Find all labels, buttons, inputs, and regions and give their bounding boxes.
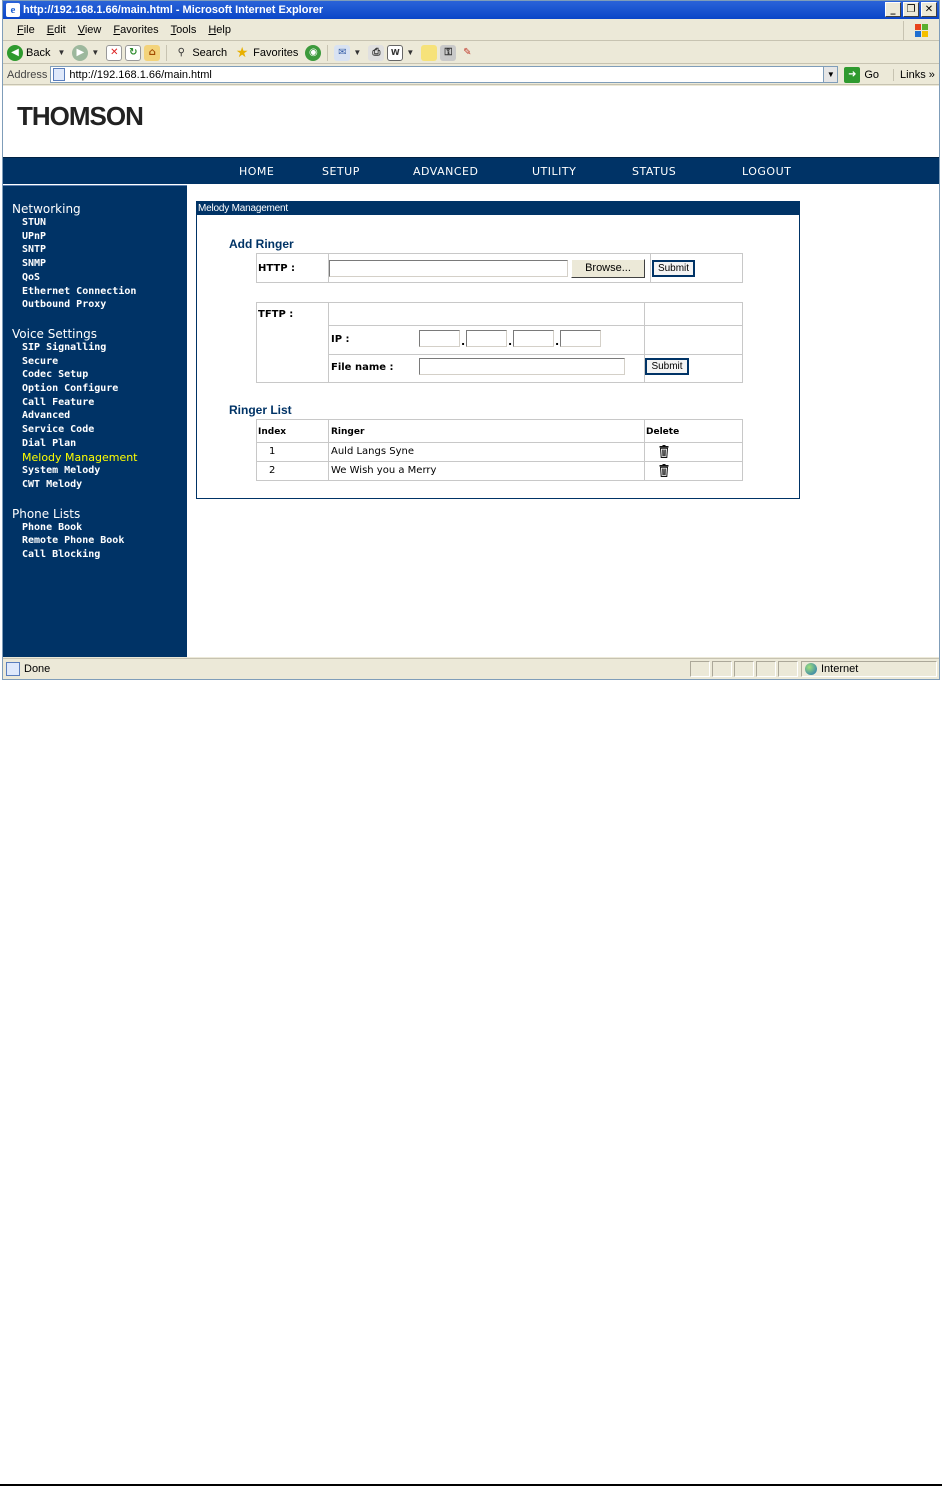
toolbar-separator — [327, 45, 328, 61]
browse-button[interactable]: Browse... — [571, 259, 645, 278]
sidebar-item-qos[interactable]: QoS — [22, 271, 41, 283]
window-title: http://192.168.1.66/main.html - Microsoft Internet Explorer — [23, 4, 324, 16]
nav-logout[interactable]: LOGOUT — [742, 165, 792, 178]
sidebar-item-service-code[interactable]: Service Code — [22, 424, 95, 436]
ip-octet-1-input[interactable] — [419, 330, 460, 347]
top-navigation — [3, 157, 939, 184]
ip-dot: . — [508, 335, 513, 348]
stop-icon[interactable]: ✕ — [106, 45, 122, 61]
menu-edit[interactable]: Edit — [46, 24, 66, 36]
sidebar-item-phone-book[interactable]: Phone Book — [22, 521, 83, 533]
sidebar-item-cwt-melody[interactable]: CWT Melody — [22, 478, 83, 490]
back-button[interactable]: Back — [26, 46, 51, 59]
page-viewport — [3, 86, 939, 657]
nav-setup[interactable]: SETUP — [322, 165, 360, 178]
ip-octet-3-input[interactable] — [513, 330, 554, 347]
close-button[interactable]: ✕ — [921, 2, 937, 17]
status-pane — [690, 661, 710, 677]
windows-logo-icon — [903, 21, 935, 40]
go-arrow-icon[interactable]: ➜ — [844, 67, 860, 83]
menu-tools[interactable]: Tools — [170, 24, 197, 36]
minimize-button[interactable]: _ — [885, 2, 901, 17]
search-icon[interactable]: ⚲ — [177, 46, 185, 58]
ringer-name: We Wish you a Merry — [331, 465, 437, 476]
sidebar-item-outbound-proxy[interactable]: Outbound Proxy — [22, 299, 107, 311]
ringer-name: Auld Langs Syne — [331, 446, 415, 457]
edit-page-icon[interactable]: W — [387, 45, 403, 61]
sidebar-item-upnp[interactable]: UPnP — [22, 230, 47, 242]
column-header-delete: Delete — [646, 427, 680, 437]
status-pane — [734, 661, 754, 677]
tftp-label: TFTP : — [258, 309, 294, 320]
home-icon[interactable]: ⌂ — [144, 45, 160, 61]
menu-file[interactable]: File — [17, 24, 35, 36]
nav-home[interactable]: HOME — [239, 165, 275, 178]
address-bar — [3, 65, 939, 85]
sidebar-group-voice-settings: Voice Settings — [12, 326, 97, 341]
column-header-index: Index — [258, 427, 287, 437]
browser-window — [2, 0, 940, 680]
file-name-input[interactable] — [419, 358, 625, 375]
sidebar-item-sntp[interactable]: SNTP — [22, 244, 47, 256]
forward-icon[interactable]: ▶ — [72, 45, 88, 61]
mail-icon[interactable]: ✉ — [334, 45, 350, 61]
tftp-submit-button[interactable]: Submit — [645, 358, 689, 375]
search-button[interactable]: Search — [192, 46, 228, 59]
panel-title: Melody Management — [197, 202, 799, 215]
page-footer-rule — [0, 1484, 942, 1486]
ip-label: IP : — [331, 334, 350, 345]
sidebar-item-secure[interactable]: Secure — [22, 355, 59, 367]
address-input[interactable] — [50, 66, 838, 83]
column-header-ringer: Ringer — [331, 427, 365, 437]
sidebar-item-dial-plan[interactable]: Dial Plan — [22, 437, 77, 449]
sidebar-item-call-blocking[interactable]: Call Blocking — [22, 549, 101, 561]
forward-dropdown-icon[interactable]: ▼ — [91, 48, 100, 57]
media-icon[interactable]: ◉ — [305, 45, 321, 61]
status-panes — [690, 661, 798, 677]
status-pane — [712, 661, 732, 677]
mail-dropdown-icon[interactable]: ▼ — [353, 48, 362, 57]
research-icon[interactable]: ⚿ — [440, 45, 456, 61]
page-icon — [53, 68, 65, 81]
ringer-list-table — [256, 419, 743, 481]
page-done-icon — [6, 662, 20, 676]
sidebar-item-codec-setup[interactable]: Codec Setup — [22, 369, 89, 381]
ringer-index: 2 — [269, 465, 276, 476]
title-bar — [3, 1, 939, 19]
ringer-index: 1 — [269, 446, 276, 457]
sidebar — [3, 185, 187, 657]
address-dropdown-icon[interactable]: ▼ — [823, 67, 837, 82]
menu-view[interactable]: View — [77, 24, 102, 36]
sidebar-item-system-melody[interactable]: System Melody — [22, 465, 101, 477]
address-label: Address — [7, 68, 48, 81]
status-text: Done — [24, 663, 51, 675]
add-ringer-heading: Add Ringer — [229, 237, 294, 251]
ie-icon: e — [6, 3, 20, 17]
favorites-star-icon[interactable]: ★ — [235, 44, 249, 61]
ip-dot: . — [555, 335, 560, 348]
menu-help[interactable]: Help — [208, 24, 231, 36]
sidebar-group-phone-lists: Phone Lists — [12, 506, 81, 521]
nav-utility[interactable]: UTILITY — [532, 165, 577, 178]
http-table — [256, 253, 743, 283]
sidebar-item-ethernet-connection[interactable]: Ethernet Connection — [22, 285, 137, 297]
back-icon[interactable]: ◀ — [7, 45, 23, 61]
http-label: HTTP : — [258, 263, 296, 274]
standard-toolbar — [3, 42, 939, 64]
ringer-list-heading: Ringer List — [229, 403, 292, 417]
go-button[interactable] — [844, 67, 879, 83]
zone-label: Internet — [821, 663, 859, 675]
melody-management-panel — [196, 201, 800, 499]
sidebar-group-networking: Networking — [12, 202, 81, 216]
security-zone — [801, 661, 937, 677]
tftp-table — [256, 302, 743, 383]
favorites-button[interactable]: Favorites — [253, 46, 299, 59]
sidebar-item-snmp[interactable]: SNMP — [22, 258, 47, 270]
messenger-icon[interactable]: ✎ — [463, 46, 472, 58]
sidebar-item-remote-phone-book[interactable]: Remote Phone Book — [22, 535, 125, 547]
print-icon[interactable]: ⎙ — [368, 45, 384, 61]
ip-octet-2-input[interactable] — [466, 330, 507, 347]
maximize-button[interactable]: ❐ — [903, 2, 919, 17]
back-dropdown-icon[interactable]: ▼ — [57, 48, 66, 57]
sidebar-item-call-feature[interactable]: Call Feature — [22, 396, 95, 408]
sidebar-item-stun[interactable]: STUN — [22, 217, 47, 228]
status-pane — [778, 661, 798, 677]
http-url-input[interactable] — [329, 260, 568, 277]
status-bar — [3, 658, 939, 679]
sidebar-item-sip-signalling[interactable]: SIP Signalling — [22, 341, 107, 353]
trash-icon[interactable] — [659, 445, 669, 458]
status-pane — [756, 661, 776, 677]
toolbar-separator — [166, 45, 167, 61]
nav-status[interactable]: STATUS — [632, 165, 677, 178]
links-button[interactable]: Links » — [893, 69, 935, 81]
links-label[interactable]: Links — [900, 68, 926, 81]
refresh-icon[interactable]: ↻ — [125, 45, 141, 61]
discuss-icon[interactable] — [421, 45, 437, 61]
trash-icon[interactable] — [659, 464, 669, 477]
sidebar-item-option-configure[interactable]: Option Configure — [22, 383, 119, 395]
http-submit-button[interactable]: Submit — [652, 260, 695, 277]
ip-octet-4-input[interactable] — [560, 330, 601, 347]
sidebar-item-melody-management[interactable]: Melody Management — [22, 450, 138, 464]
sidebar-item-advanced[interactable]: Advanced — [22, 410, 71, 422]
edit-dropdown-icon[interactable]: ▼ — [406, 48, 415, 57]
address-url[interactable]: http://192.168.1.66/main.html — [69, 68, 212, 81]
file-name-label: File name : — [331, 362, 394, 373]
ip-dot: . — [461, 335, 466, 348]
nav-advanced[interactable]: ADVANCED — [413, 165, 479, 178]
menu-favorites[interactable]: Favorites — [113, 24, 159, 36]
menu-bar — [3, 20, 939, 41]
thomson-logo: THOMSON — [17, 101, 143, 131]
globe-icon — [805, 663, 817, 675]
go-label[interactable]: Go — [864, 68, 880, 81]
